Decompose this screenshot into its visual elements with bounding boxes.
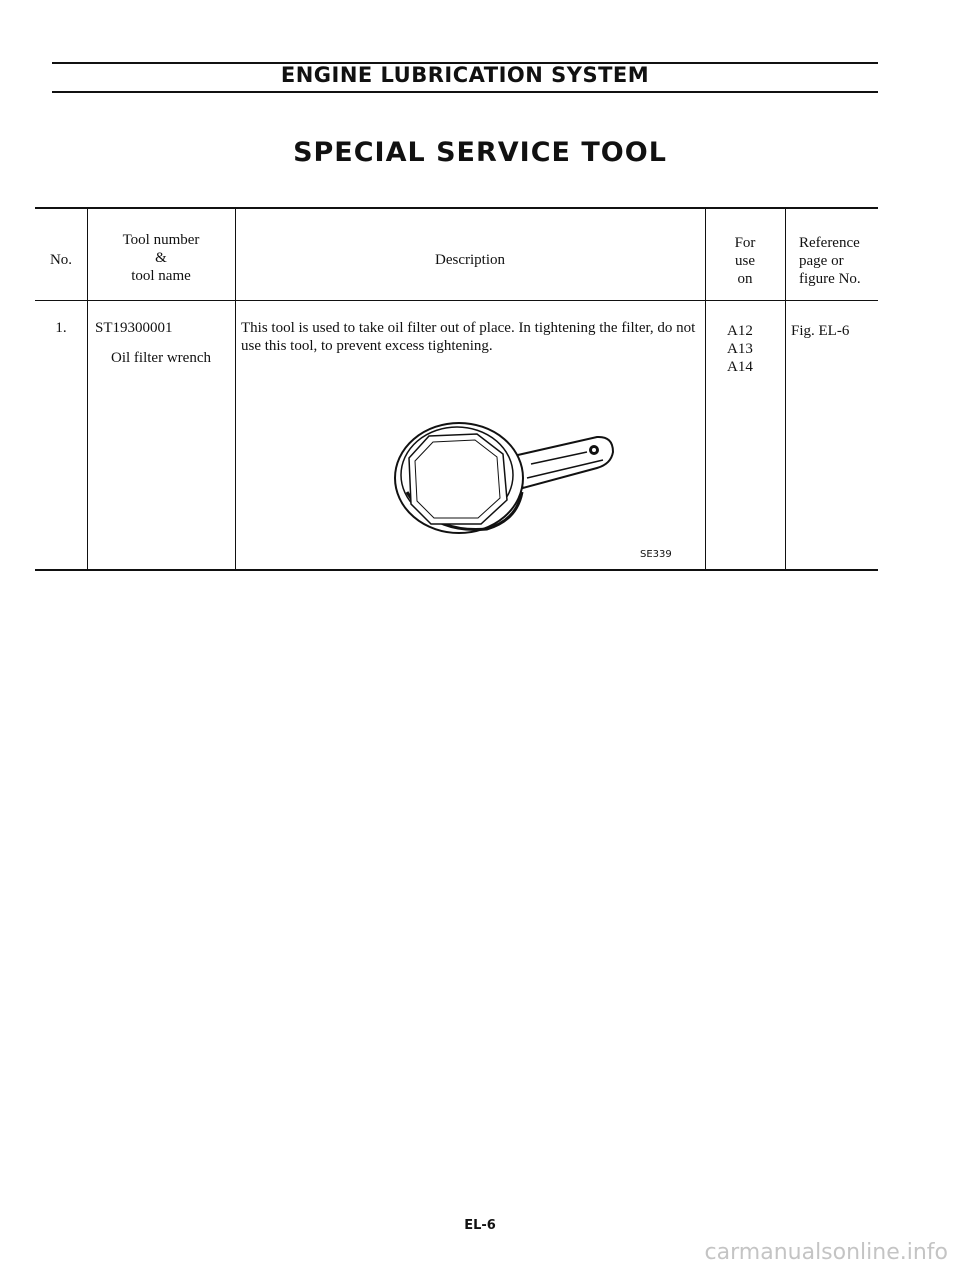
figure-label: SE339	[640, 549, 672, 560]
header-for-use-on-line: use	[735, 253, 755, 269]
use-on-model: A14	[727, 359, 753, 375]
header-for-use-on-line: on	[737, 271, 753, 287]
header-no: No.	[49, 252, 73, 268]
header-reference-line: page or	[799, 253, 844, 269]
use-on-model: A12	[727, 323, 753, 339]
wrench-handle	[509, 437, 613, 488]
oil-filter-wrench-illustration	[377, 412, 617, 537]
header-reference	[785, 234, 878, 288]
header-reference-line: Reference	[799, 235, 860, 251]
page-title: SPECIAL SERVICE TOOL	[293, 137, 667, 168]
header-tool-number-line: Tool number	[122, 232, 200, 248]
header-description: Description	[435, 252, 505, 268]
wrench-ring	[395, 423, 523, 533]
header-row-divider	[35, 300, 878, 301]
use-on-model: A13	[727, 341, 753, 357]
section-header	[52, 58, 878, 94]
tool-number: ST19300001	[95, 320, 173, 336]
section-title: ENGINE LUBRICATION SYSTEM	[280, 63, 650, 87]
header-for-use-on-line: For	[734, 235, 756, 251]
tool-name: Oil filter wrench	[111, 350, 211, 366]
header-reference-line: figure No.	[799, 271, 861, 287]
reference-figure: Fig. EL-6	[791, 323, 850, 339]
use-on-list	[705, 322, 785, 376]
header-bottom-rule	[52, 91, 878, 93]
tool-description: This tool is used to take oil filter out of place. In tightening the filter, do not use this tool, to prevent excess tightening.	[241, 320, 696, 354]
header-tool-number-line: &	[155, 250, 167, 266]
header-for-use-on	[705, 234, 785, 288]
header-tool-number	[87, 231, 235, 285]
special-service-tool-table	[35, 207, 878, 571]
row-no: 1.	[55, 320, 67, 336]
page-number: EL-6	[464, 1218, 496, 1233]
header-tool-number-line: tool name	[131, 268, 191, 284]
watermark: carmanualsonline.info	[704, 1240, 948, 1265]
